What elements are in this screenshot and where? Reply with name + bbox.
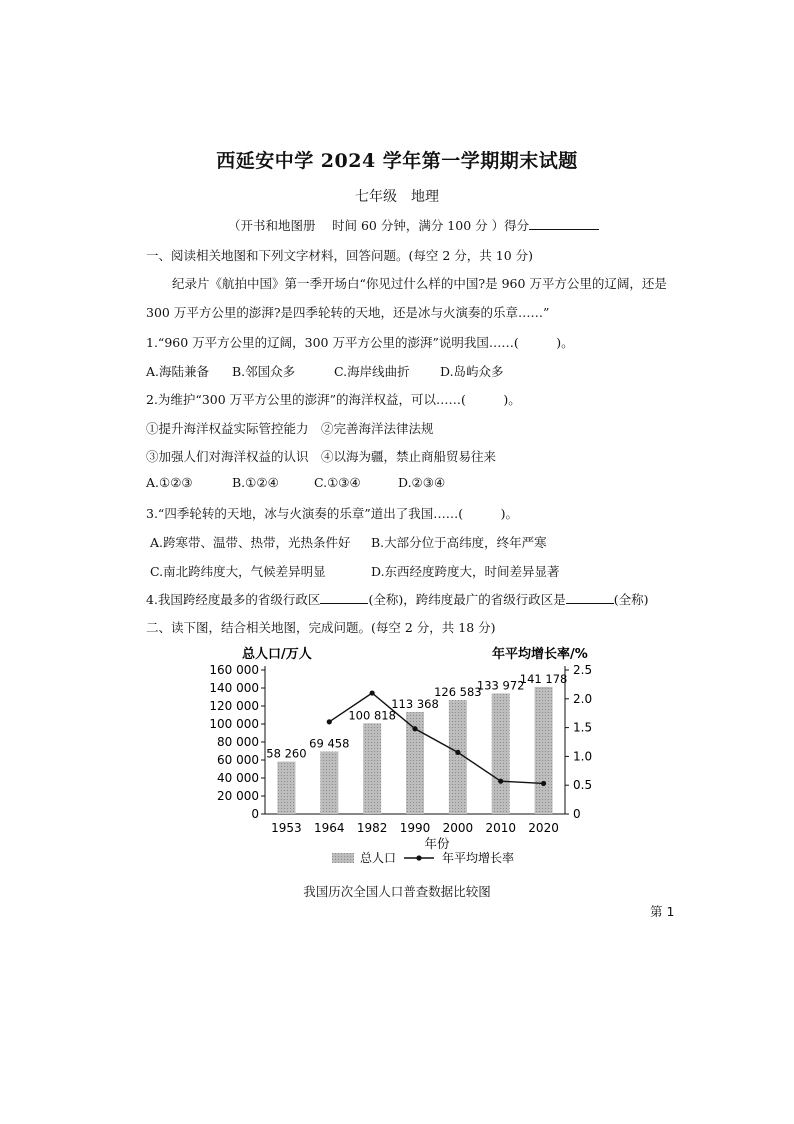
bar-value-label: 113 368 — [391, 696, 439, 711]
population-census-chart — [200, 640, 600, 870]
score-blank[interactable] — [529, 217, 599, 230]
bar-value-label: 58 260 — [266, 746, 307, 761]
left-tick-label: 60 000 — [217, 753, 259, 767]
question-2: 2.为维护“300 万平方公里的澎湃”的海洋权益，可以……( )。 — [146, 392, 521, 407]
q3-option-d: D.东西经度跨度大，时间差异显著 — [371, 564, 560, 579]
bar-value-label: 100 818 — [348, 708, 396, 723]
right-tick-label: 0.5 — [573, 778, 593, 793]
growth-rate-point — [541, 781, 546, 786]
growth-rate-point — [327, 719, 332, 724]
page-number: 第 1 — [650, 904, 675, 919]
q4-blank-2[interactable] — [566, 591, 614, 604]
left-tick-label: 140 000 — [209, 681, 259, 695]
left-tick-label: 120 000 — [209, 699, 259, 713]
x-tick-label: 1982 — [356, 821, 388, 835]
exam-meta — [228, 216, 599, 234]
right-tick-label: 2.5 — [573, 663, 593, 677]
x-tick-label: 1990 — [399, 821, 431, 835]
right-tick-label: 2.0 — [573, 691, 593, 706]
right-tick-label: 1.5 — [573, 720, 593, 735]
x-tick-label: 2020 — [528, 821, 559, 835]
q2-option-b: B.①②④ — [232, 475, 279, 490]
q4-text-2: (全称)，跨纬度最广的省级行政区是 — [368, 592, 566, 607]
left-axis-title: 总人口/万人 — [242, 647, 312, 662]
q1-option-d: D.岛屿众多 — [440, 364, 504, 379]
question-1: 1.“960 万平方公里的辽阔，300 万平方公里的澎湃”说明我国……( )。 — [146, 335, 574, 350]
legend-line-marker — [416, 855, 421, 860]
growth-rate-point — [455, 750, 460, 755]
x-axis-title: 年份 — [424, 836, 450, 851]
q1-option-b: B.邻国众多 — [232, 364, 296, 379]
bar-value-label: 126 583 — [434, 685, 482, 700]
q4-text-1: 4.我国跨经度最多的省级行政区 — [146, 592, 321, 607]
population-bar — [320, 751, 338, 814]
population-bar — [492, 693, 510, 814]
left-tick-label: 40 000 — [217, 771, 259, 785]
growth-rate-point — [370, 690, 375, 695]
q2-option-c: C.①③④ — [314, 475, 361, 490]
growth-rate-point — [412, 726, 417, 731]
population-bar — [363, 723, 381, 814]
x-tick-label: 2000 — [442, 821, 474, 835]
exam-meta-text: （开书和地图册 时间 60 分钟，满分 100 分 ）得分 — [228, 218, 530, 233]
q3-option-c: C.南北跨纬度大，气候差异明显 — [150, 564, 326, 579]
section2-heading: 二、读下图，结合相关地图，完成问题。(每空 2 分，共 18 分) — [146, 620, 496, 635]
bar-value-label: 133 972 — [476, 678, 525, 693]
x-tick-label: 1953 — [271, 821, 302, 835]
q2-statement-2: ③加强人们对海洋权益的认识 ④以海为疆，禁止商船贸易往来 — [146, 449, 497, 464]
q1-option-c: C.海岸线曲折 — [334, 364, 410, 379]
q4-text-3: (全称) — [613, 592, 649, 607]
left-tick-label: 80 000 — [217, 735, 259, 749]
x-tick-label: 2010 — [485, 821, 516, 835]
passage-line-2: 300 万平方公里的澎湃?是四季轮转的天地，还是冰与火演奏的乐章……” — [146, 305, 550, 320]
right-tick-label: 1.0 — [573, 749, 593, 764]
q2-statement-1: ①提升海洋权益实际管控能力 ②完善海洋法律法规 — [146, 421, 434, 436]
population-bar — [277, 762, 295, 814]
question-3: 3.“四季轮转的天地，冰与火演奏的乐章”道出了我国……( )。 — [146, 506, 518, 521]
q2-option-d: D.②③④ — [398, 475, 446, 490]
q2-option-a: A.①②③ — [146, 475, 193, 490]
legend-bar-label: 总人口 — [360, 851, 397, 865]
chart-caption: 我国历次全国人口普查数据比较图 — [303, 884, 491, 899]
q3-option-b: B.大部分位于高纬度，终年严寒 — [371, 535, 547, 550]
bar-value-label: 141 178 — [519, 671, 568, 686]
left-tick-label: 0 — [251, 807, 259, 821]
q3-option-a: A.跨寒带、温带、热带，光热条件好 — [150, 535, 351, 550]
legend-bar-swatch — [332, 853, 354, 863]
left-tick-label: 100 000 — [209, 717, 259, 731]
left-tick-label: 20 000 — [217, 789, 259, 803]
q1-option-a: A.海陆兼备 — [146, 364, 210, 379]
population-bar — [535, 687, 553, 814]
right-axis-title: 年平均增长率/% — [492, 647, 588, 662]
growth-rate-point — [498, 779, 503, 784]
left-tick-label: 160 000 — [209, 663, 259, 677]
q4-blank-1[interactable] — [320, 591, 368, 604]
passage-line-1: 纪录片《航拍中国》第一季开场白“你见过什么样的中国?是 960 万平方公里的辽阔，还是 — [172, 276, 667, 291]
question-4 — [146, 590, 648, 608]
right-tick-label: 0 — [573, 807, 581, 821]
section1-heading: 一、阅读相关地图和下列文字材料，回答问题。(每空 2 分，共 10 分) — [146, 248, 534, 263]
x-tick-label: 1964 — [314, 821, 345, 835]
bar-value-label: 69 458 — [309, 736, 350, 751]
legend-line-label: 年平均增长率 — [442, 851, 515, 865]
exam-title: 西延安中学 2024 学年第一学期期末试题 — [216, 150, 578, 172]
exam-subtitle: 七年级 地理 — [355, 189, 439, 205]
